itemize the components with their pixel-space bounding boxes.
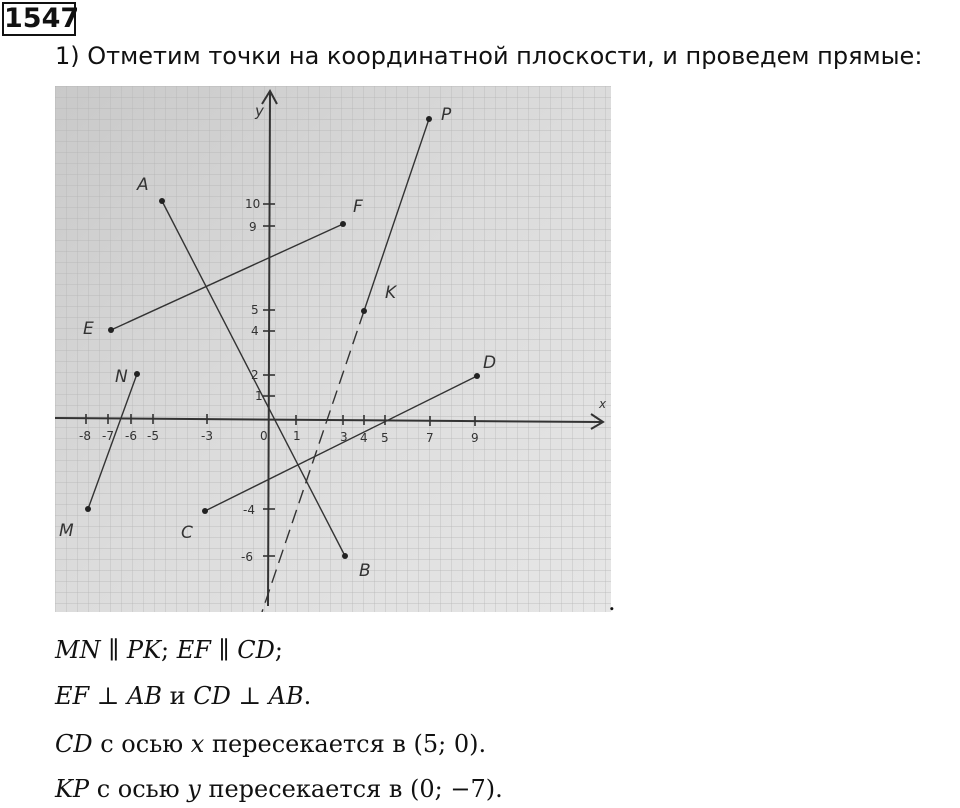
point-label-d: D <box>483 353 497 373</box>
x-tick-label: -3 <box>201 429 213 443</box>
segment-name: CD <box>193 682 231 710</box>
x-axis-label: x <box>599 397 607 411</box>
point-m <box>85 506 91 512</box>
relation-symbol: ⊥ <box>230 682 269 710</box>
segment-name: CD <box>55 730 93 758</box>
x-tick-label: 4 <box>360 431 368 445</box>
x-tick-label: 7 <box>426 431 434 445</box>
point-label-e: E <box>83 319 94 339</box>
separator: ; <box>161 636 177 664</box>
y-tick-label: 1 <box>255 389 263 403</box>
segment-name: MN <box>55 636 101 664</box>
point-e <box>108 327 114 333</box>
conjunction: и <box>161 682 194 710</box>
statement-cd-x-intersection <box>55 730 486 758</box>
point-c <box>202 508 208 514</box>
point-label-p: P <box>441 105 452 125</box>
point-a <box>159 198 165 204</box>
graph-photo <box>55 86 611 612</box>
axis-variable: y <box>187 775 201 803</box>
separator: . <box>303 682 312 710</box>
point-n <box>134 371 140 377</box>
trailing-period: . <box>608 588 616 616</box>
y-tick-label: -6 <box>241 550 253 564</box>
relation-symbol: ⊥ <box>89 682 127 710</box>
y-tick-label: -4 <box>243 503 255 517</box>
axis-variable: x <box>190 730 205 758</box>
relation-symbol: ∥ <box>210 636 238 664</box>
problem-number: 1547 <box>4 3 80 34</box>
segment-name: AB <box>127 682 162 710</box>
segment-name: EF <box>176 636 211 664</box>
point-k <box>361 308 367 314</box>
y-tick-label: 9 <box>249 220 257 234</box>
x-tick-label: 5 <box>381 431 389 445</box>
point-label-n: N <box>115 367 128 387</box>
segment-name: PK <box>126 636 161 664</box>
point-b <box>342 553 348 559</box>
segment-name: EF <box>55 682 90 710</box>
statement-perpendicular <box>55 682 311 710</box>
x-tick-label: 1 <box>293 429 301 443</box>
statement-parallel <box>55 636 283 664</box>
segment-name: AB <box>268 682 304 710</box>
point-label-a: A <box>137 175 149 195</box>
y-tick-label: 5 <box>251 303 259 317</box>
statement-text: пересекается в (0; −7). <box>200 775 503 803</box>
point-p <box>426 116 432 122</box>
point-label-m: M <box>59 521 74 541</box>
point-label-f: F <box>353 197 363 217</box>
y-axis-label: y <box>255 102 264 120</box>
y-tick-label: 2 <box>251 368 259 382</box>
relation-symbol: ∥ <box>100 636 127 664</box>
segment-name: CD <box>237 636 275 664</box>
separator: ; <box>274 636 283 664</box>
y-tick-label: 10 <box>245 197 261 211</box>
statement-text: пересекается в (5; 0). <box>204 730 487 758</box>
x-tick-label: 0 <box>260 429 268 443</box>
x-tick-label: -5 <box>147 429 159 443</box>
point-label-c: C <box>181 523 193 543</box>
point-d <box>474 373 480 379</box>
statement-text: с осью <box>89 775 188 803</box>
x-tick-label: 3 <box>340 430 348 444</box>
x-tick-label: -7 <box>102 429 114 443</box>
point-label-k: K <box>385 283 397 303</box>
point-label-b: B <box>359 561 371 581</box>
statement-text: с осью <box>92 730 191 758</box>
problem-heading: 1) Отметим точки на координатной плоскости, и проведем прямые: <box>55 42 923 70</box>
x-tick-label: -6 <box>125 429 137 443</box>
x-tick-label: -8 <box>79 429 91 443</box>
x-tick-label: 9 <box>471 431 479 445</box>
statement-kp-y-intersection <box>55 775 503 803</box>
segment-name: KP <box>55 775 90 803</box>
y-tick-label: 4 <box>251 324 259 338</box>
point-f <box>340 221 346 227</box>
